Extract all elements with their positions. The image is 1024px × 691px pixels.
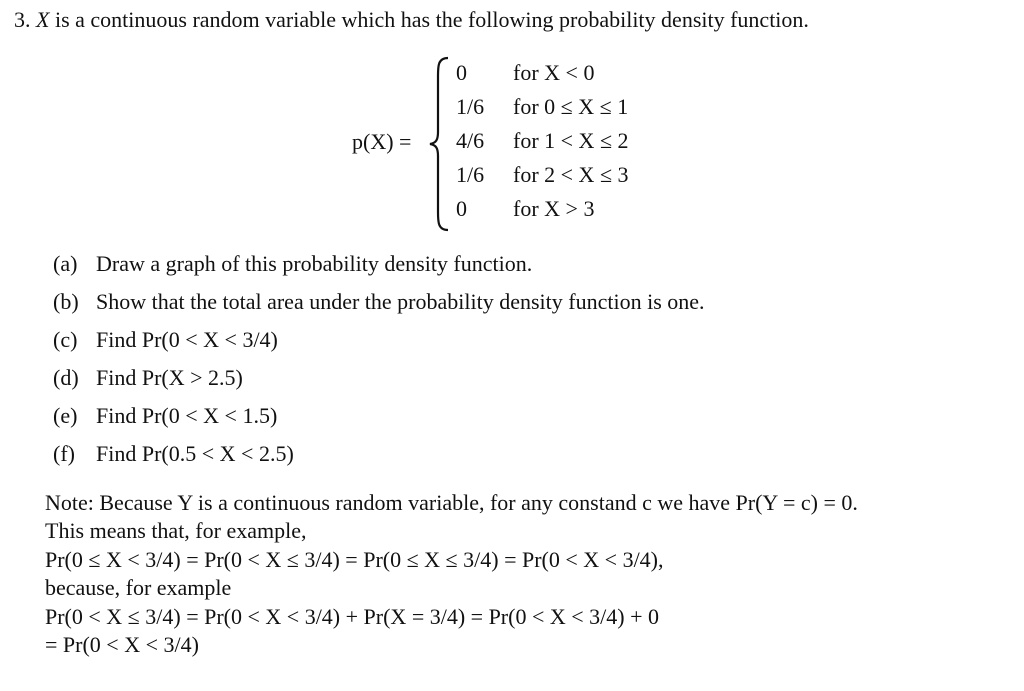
part-text: Find Pr(0 < X < 1.5) — [96, 403, 278, 428]
case-condition: for 2 < X ≤ 3 — [513, 162, 629, 187]
case-value: 0 — [456, 196, 467, 221]
problem-text: is a continuous random variable which has the following probability density function. — [54, 7, 809, 32]
note-line: Pr(0 ≤ X < 3/4) = Pr(0 < X ≤ 3/4) = Pr(0 ≤ X ≤ 3/4) = Pr(0 < X < 3/4), — [45, 547, 664, 572]
part-letter: (e) — [53, 403, 78, 428]
part-text: Draw a graph of this probability density function. — [96, 251, 533, 276]
note-line: This means that, for example, — [45, 518, 307, 543]
part-text: Find Pr(0.5 < X < 2.5) — [96, 441, 294, 466]
part-letter: (c) — [53, 327, 78, 352]
part-letter: (a) — [53, 251, 78, 276]
case-condition: for 0 ≤ X ≤ 1 — [513, 94, 629, 119]
part-text: Find Pr(X > 2.5) — [96, 365, 243, 390]
pdf-lhs: p(X) = — [352, 129, 412, 154]
note-line: Note: Because Y is a continuous random variable, for any constand c we have Pr(Y = c) = 0. — [45, 490, 858, 515]
problem-variable: X — [36, 7, 50, 32]
part-text: Show that the total area under the probability density function is one. — [96, 289, 705, 314]
case-value: 1/6 — [456, 162, 485, 187]
case-value: 1/6 — [456, 94, 485, 119]
part-letter: (b) — [53, 289, 79, 314]
case-value: 4/6 — [456, 128, 485, 153]
case-condition: for X > 3 — [513, 196, 595, 221]
case-condition: for X < 0 — [513, 60, 595, 85]
part-letter: (d) — [53, 365, 79, 390]
note-line: = Pr(0 < X < 3/4) — [45, 632, 199, 657]
note-line: Pr(0 < X ≤ 3/4) = Pr(0 < X < 3/4) + Pr(X = 3/4) = Pr(0 < X < 3/4) + 0 — [45, 604, 660, 629]
case-value: 0 — [456, 60, 467, 85]
left-brace — [428, 56, 452, 232]
problem-statement — [14, 7, 809, 33]
problem-number: 3. — [14, 7, 31, 32]
part-letter: (f) — [53, 441, 75, 466]
part-text: Find Pr(0 < X < 3/4) — [96, 327, 278, 352]
case-condition: for 1 < X ≤ 2 — [513, 128, 629, 153]
note-line: because, for example — [45, 575, 232, 600]
